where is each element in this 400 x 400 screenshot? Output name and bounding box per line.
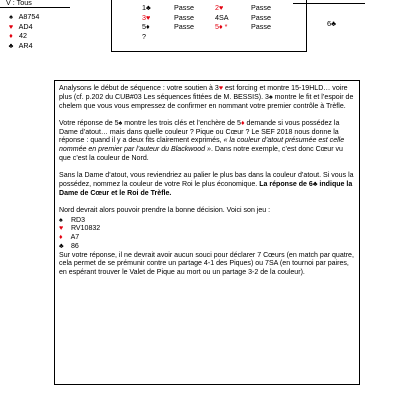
hand-cards: AD4 [18, 21, 33, 31]
north-hand-hearts: ♥ RV10832 [59, 225, 101, 233]
diamond-icon: ♦ [59, 234, 63, 241]
bid: Passe [251, 22, 271, 32]
bid: Passe [251, 3, 271, 12]
divider [293, 3, 365, 4]
answer-bid: 6♣ [327, 19, 337, 28]
vulnerability-label: V : Tous [6, 0, 32, 7]
commentary-box [54, 80, 360, 385]
bid: 2♥ [215, 3, 224, 12]
hand-row-diamonds [5, 31, 39, 41]
hand-row-hearts [5, 22, 39, 32]
bid: ? [142, 31, 146, 41]
hand-row-clubs [5, 41, 39, 51]
spade-icon: ♠ [9, 12, 13, 21]
bid: Passe [174, 12, 194, 22]
paragraph: Votre réponse de 5♠ montre les trois clés et l’enchère de 5♦ demande si vous possédez la Dame d’atout… mais dans quelle couleur ? Pique ou Cœur ? Le SEF 2018 nous donne la réponse : quand il y a deux fits clairement exprimés, « la couleur d’atout présumée est celle nommée en premier par l’auteur du Blackwood ». Dans notre exemple, c’est donc Cœur vu que c’est la couleur de Nord. [59, 119, 345, 162]
answer-box [293, 0, 367, 63]
heart-icon: ♥ [8, 21, 14, 31]
paragraph: Sans la Dame d’atout, vous reviendriez au palier le plus bas dans la couleur d’atout. Si vous la possédez, nommez la couleur de votre Roi le plus économique. La réponse de 6♣ indique la Dame de Cœur et le Roi de Trèfle. [59, 172, 354, 197]
north-hand-clubs: ♣ 86 [59, 242, 79, 250]
north-hand-diamonds: ♦ A7 [59, 234, 80, 241]
club-icon: ♣ [8, 40, 14, 50]
bidding-column-2 [174, 3, 194, 32]
paragraph: Sur votre réponse, il ne devrait avoir aucun souci pour déclarer 7 Cœurs (en match par quatre, cela permet de se prémunir contre un partage 4-1 des Piques) ou 7SA (en tournoi par paires, en espérant trouver le Valet de Pique au mort ou un partage 3-2 de la couleur). [59, 251, 354, 276]
bid: Passe [251, 12, 271, 22]
bid: 3♥ [142, 12, 151, 22]
diamond-icon: ♦ [9, 31, 13, 40]
spade-icon: ♠ [59, 216, 63, 224]
north-hand-spades: ♠ RD3 [59, 216, 86, 224]
bid: 1♣ [142, 3, 151, 12]
paragraph: Analysons le début de séquence : votre soutien à 3♥ est forcing et montre 15-19HLD… voire plus (cf. p.202 du CUB#03 Les séquences fittées de M. BESSIS). 3♠ montre le fit et l’espoir de chelem que vous vous empressez de confirmer en nommant votre premier contrôle à Trèfle. [59, 85, 354, 110]
hand-row-spades [5, 12, 39, 22]
bidding-column-4 [251, 3, 271, 32]
bid: Passe [174, 3, 194, 12]
key-answer: La réponse de 6♣ indique la Dame de Cœur et le Roi de Trèfle. [59, 180, 353, 197]
hand-cards: AR4 [18, 40, 33, 50]
player-hand [0, 0, 86, 52]
hand-cards: 42 [19, 31, 27, 40]
hand-rows [5, 12, 39, 50]
bidding-column-1 [142, 3, 151, 41]
bidding-table [111, 0, 307, 52]
divider [0, 7, 70, 8]
heart-icon: ♥ [59, 225, 64, 233]
bid: 5♦ * [215, 22, 228, 32]
club-icon: ♣ [59, 242, 64, 250]
hand-cards: A8754 [18, 12, 40, 21]
bid: Passe [174, 22, 194, 32]
bidding-column-3 [215, 3, 229, 32]
bid: 5♦ [142, 22, 150, 32]
paragraph: Nord devrait alors pouvoir prendre la bonne décision. Voici son jeu : [59, 206, 271, 214]
bid: 4SA [215, 12, 229, 22]
